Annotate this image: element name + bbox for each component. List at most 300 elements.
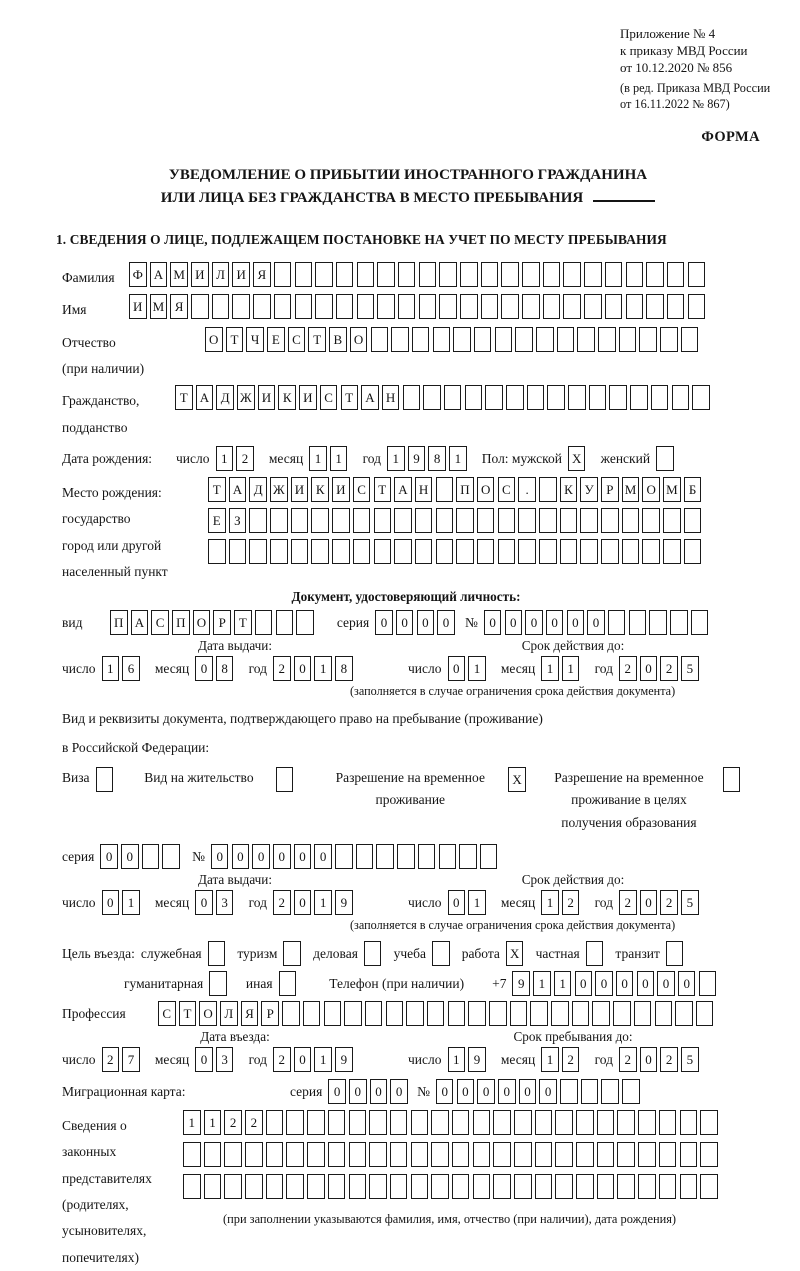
cell[interactable]: 8 <box>428 446 446 471</box>
cell[interactable]: 0 <box>396 610 414 635</box>
cell[interactable]: З <box>229 508 247 533</box>
cell[interactable]: 3 <box>216 1047 234 1072</box>
cell[interactable] <box>394 508 412 533</box>
purpose-tourism-checkbox[interactable] <box>283 941 304 966</box>
cell[interactable] <box>480 844 498 869</box>
cell[interactable]: 2 <box>236 446 254 471</box>
temp-residence-checkbox[interactable] <box>508 767 529 792</box>
cell[interactable]: О <box>350 327 368 352</box>
cell[interactable] <box>688 294 706 319</box>
cell[interactable] <box>369 1110 387 1135</box>
purpose-transit-checkbox[interactable] <box>666 941 687 966</box>
cell[interactable]: С <box>498 477 516 502</box>
cell[interactable] <box>253 294 271 319</box>
cell[interactable] <box>626 262 644 287</box>
cell[interactable]: 0 <box>349 1079 367 1104</box>
cell[interactable] <box>555 1174 573 1199</box>
cell[interactable] <box>477 539 495 564</box>
cell[interactable] <box>510 1001 528 1026</box>
cell[interactable] <box>659 1110 677 1135</box>
cell[interactable] <box>634 1001 652 1026</box>
cell[interactable] <box>473 1110 491 1135</box>
cell[interactable] <box>609 385 627 410</box>
cell[interactable] <box>630 385 648 410</box>
cell[interactable] <box>481 262 499 287</box>
cell[interactable]: И <box>191 262 209 287</box>
cell[interactable]: 0 <box>328 1079 346 1104</box>
cell[interactable]: 0 <box>575 971 593 996</box>
cell[interactable]: 1 <box>102 656 120 681</box>
cell[interactable] <box>224 1174 242 1199</box>
cell[interactable] <box>655 1001 673 1026</box>
cell[interactable]: 0 <box>195 1047 213 1072</box>
cell[interactable]: Я <box>253 262 271 287</box>
cell[interactable] <box>356 844 374 869</box>
cell[interactable] <box>680 1174 698 1199</box>
cell[interactable]: 0 <box>546 610 564 635</box>
cell[interactable] <box>518 539 536 564</box>
cell[interactable] <box>700 1174 718 1199</box>
cell[interactable] <box>684 508 702 533</box>
cell[interactable]: 0 <box>102 890 120 915</box>
doc-series-cells[interactable] <box>375 610 458 635</box>
until-month-cells[interactable] <box>541 1047 582 1072</box>
cell[interactable] <box>270 539 288 564</box>
cell[interactable]: М <box>150 294 168 319</box>
cell[interactable] <box>412 327 430 352</box>
cell[interactable]: 0 <box>587 610 605 635</box>
cell[interactable]: А <box>229 477 247 502</box>
cell[interactable]: 0 <box>232 844 250 869</box>
cell[interactable]: 5 <box>681 890 699 915</box>
residence-permit-checkbox[interactable] <box>276 767 297 792</box>
cell[interactable] <box>581 1079 599 1104</box>
cell[interactable] <box>465 385 483 410</box>
cell[interactable]: О <box>642 477 660 502</box>
cell[interactable]: 1 <box>309 446 327 471</box>
cell[interactable] <box>324 1001 342 1026</box>
birth-year-cells[interactable] <box>387 446 470 471</box>
cell[interactable] <box>286 1174 304 1199</box>
cell[interactable] <box>444 385 462 410</box>
cell[interactable]: 0 <box>640 1047 658 1072</box>
cell[interactable] <box>659 1174 677 1199</box>
cell[interactable]: 0 <box>448 890 466 915</box>
cell[interactable] <box>495 327 513 352</box>
cell[interactable]: Т <box>234 610 252 635</box>
cell[interactable] <box>142 844 160 869</box>
cell[interactable]: А <box>131 610 149 635</box>
cell[interactable] <box>560 1079 578 1104</box>
cell[interactable]: М <box>663 477 681 502</box>
cell[interactable] <box>390 1174 408 1199</box>
cell[interactable]: 0 <box>678 971 696 996</box>
citizenship-cells[interactable] <box>175 385 713 410</box>
cell[interactable] <box>622 539 640 564</box>
cell[interactable]: 0 <box>640 656 658 681</box>
cell[interactable] <box>605 294 623 319</box>
cell[interactable] <box>307 1142 325 1167</box>
cell[interactable] <box>369 1142 387 1167</box>
cell[interactable]: С <box>158 1001 176 1026</box>
cell[interactable]: 1 <box>448 1047 466 1072</box>
cell[interactable]: Ч <box>246 327 264 352</box>
cell[interactable]: 0 <box>121 844 139 869</box>
cell[interactable]: 7 <box>122 1047 140 1072</box>
cell[interactable] <box>563 294 581 319</box>
cell[interactable] <box>613 1001 631 1026</box>
representatives-cells-row1[interactable] <box>183 1110 721 1135</box>
cell[interactable] <box>183 1174 201 1199</box>
cell[interactable]: X <box>568 446 586 471</box>
cell[interactable]: 1 <box>541 656 559 681</box>
cell[interactable]: И <box>332 477 350 502</box>
cell[interactable] <box>522 262 540 287</box>
purpose-humanitarian-checkbox[interactable] <box>209 971 230 996</box>
cell[interactable] <box>212 294 230 319</box>
cell[interactable]: 0 <box>448 656 466 681</box>
cell[interactable] <box>514 1174 532 1199</box>
cell[interactable] <box>436 508 454 533</box>
cell[interactable]: 5 <box>681 1047 699 1072</box>
cell[interactable] <box>681 327 699 352</box>
cell[interactable]: Т <box>341 385 359 410</box>
cell[interactable]: Н <box>415 477 433 502</box>
cell[interactable]: 0 <box>436 1079 454 1104</box>
cell[interactable] <box>364 941 382 966</box>
surname-cells[interactable] <box>129 262 708 287</box>
cell[interactable] <box>411 1110 429 1135</box>
cell[interactable] <box>589 385 607 410</box>
cell[interactable]: 1 <box>533 971 551 996</box>
cell[interactable] <box>560 508 578 533</box>
cell[interactable] <box>580 508 598 533</box>
cell[interactable] <box>274 294 292 319</box>
cell[interactable]: Р <box>601 477 619 502</box>
cell[interactable] <box>646 262 664 287</box>
cell[interactable] <box>468 1001 486 1026</box>
cell[interactable] <box>357 294 375 319</box>
purpose-official-checkbox[interactable] <box>208 941 229 966</box>
cell[interactable]: Ж <box>270 477 288 502</box>
cell[interactable] <box>349 1142 367 1167</box>
cell[interactable] <box>315 294 333 319</box>
residence-issue-day-cells[interactable] <box>102 890 143 915</box>
cell[interactable]: К <box>311 477 329 502</box>
cell[interactable] <box>245 1142 263 1167</box>
cell[interactable] <box>692 385 710 410</box>
cell[interactable]: 0 <box>252 844 270 869</box>
cell[interactable] <box>605 262 623 287</box>
cell[interactable] <box>349 1110 367 1135</box>
cell[interactable]: 8 <box>216 656 234 681</box>
visa-checkbox[interactable] <box>96 767 117 792</box>
cell[interactable] <box>638 1110 656 1135</box>
cell[interactable] <box>96 767 114 792</box>
cell[interactable] <box>568 385 586 410</box>
cell[interactable] <box>576 1142 594 1167</box>
cell[interactable] <box>535 1174 553 1199</box>
cell[interactable]: Т <box>374 477 392 502</box>
cell[interactable]: 0 <box>294 656 312 681</box>
cell[interactable] <box>530 1001 548 1026</box>
residence-series-cells[interactable] <box>100 844 183 869</box>
cell[interactable] <box>229 539 247 564</box>
cell[interactable]: А <box>150 262 168 287</box>
cell[interactable] <box>619 327 637 352</box>
cell[interactable]: Т <box>179 1001 197 1026</box>
cell[interactable] <box>493 1110 511 1135</box>
cell[interactable] <box>439 262 457 287</box>
cell[interactable] <box>328 1110 346 1135</box>
cell[interactable]: И <box>129 294 147 319</box>
cell[interactable] <box>204 1142 222 1167</box>
cell[interactable] <box>597 1174 615 1199</box>
cell[interactable] <box>266 1142 284 1167</box>
cell[interactable]: А <box>361 385 379 410</box>
cell[interactable] <box>418 844 436 869</box>
cell[interactable]: 0 <box>294 1047 312 1072</box>
cell[interactable] <box>626 294 644 319</box>
cell[interactable]: 0 <box>657 971 675 996</box>
cell[interactable]: 9 <box>335 1047 353 1072</box>
cell[interactable] <box>415 539 433 564</box>
cell[interactable]: 2 <box>660 890 678 915</box>
cell[interactable] <box>543 262 561 287</box>
cell[interactable] <box>390 1110 408 1135</box>
cell[interactable] <box>303 1001 321 1026</box>
profession-cells[interactable] <box>158 1001 717 1026</box>
cell[interactable] <box>699 971 717 996</box>
birthplace-cells-row3[interactable] <box>208 539 705 564</box>
cell[interactable]: Б <box>684 477 702 502</box>
cell[interactable] <box>555 1142 573 1167</box>
cell[interactable] <box>411 1142 429 1167</box>
residence-expiry-month-cells[interactable] <box>541 890 582 915</box>
cell[interactable] <box>667 294 685 319</box>
cell[interactable]: П <box>456 477 474 502</box>
cell[interactable] <box>266 1110 284 1135</box>
residence-issue-year-cells[interactable] <box>273 890 356 915</box>
cell[interactable] <box>204 1174 222 1199</box>
cell[interactable]: 0 <box>273 844 291 869</box>
cell[interactable] <box>501 294 519 319</box>
cell[interactable] <box>439 844 457 869</box>
cell[interactable]: 0 <box>314 844 332 869</box>
cell[interactable]: X <box>508 767 526 792</box>
cell[interactable] <box>501 262 519 287</box>
cell[interactable] <box>311 508 329 533</box>
cell[interactable]: Т <box>226 327 244 352</box>
sex-female-checkbox[interactable] <box>656 446 677 471</box>
cell[interactable]: 0 <box>437 610 455 635</box>
cell[interactable]: 1 <box>449 446 467 471</box>
cell[interactable]: Е <box>208 508 226 533</box>
cell[interactable]: 0 <box>457 1079 475 1104</box>
cell[interactable] <box>584 294 602 319</box>
entry-year-cells[interactable] <box>273 1047 356 1072</box>
cell[interactable]: 0 <box>417 610 435 635</box>
cell[interactable]: 1 <box>541 890 559 915</box>
sex-male-checkbox[interactable] <box>568 446 589 471</box>
cell[interactable] <box>646 294 664 319</box>
cell[interactable] <box>700 1142 718 1167</box>
cell[interactable]: М <box>170 262 188 287</box>
cell[interactable]: 2 <box>619 656 637 681</box>
cell[interactable] <box>365 1001 383 1026</box>
cell[interactable]: 1 <box>314 1047 332 1072</box>
cell[interactable] <box>332 508 350 533</box>
cell[interactable] <box>377 294 395 319</box>
cell[interactable]: . <box>518 477 536 502</box>
cell[interactable]: 0 <box>484 610 502 635</box>
cell[interactable] <box>535 1142 553 1167</box>
cell[interactable] <box>403 385 421 410</box>
cell[interactable]: И <box>291 477 309 502</box>
cell[interactable] <box>514 1110 532 1135</box>
issue-day-cells[interactable] <box>102 656 143 681</box>
cell[interactable]: 2 <box>562 890 580 915</box>
residence-number-cells[interactable] <box>211 844 501 869</box>
cell[interactable] <box>684 539 702 564</box>
cell[interactable]: Л <box>220 1001 238 1026</box>
cell[interactable] <box>557 327 575 352</box>
cell[interactable] <box>527 385 545 410</box>
cell[interactable] <box>208 539 226 564</box>
cell[interactable] <box>460 262 478 287</box>
cell[interactable] <box>675 1001 693 1026</box>
residence-expiry-year-cells[interactable] <box>619 890 702 915</box>
cell[interactable] <box>592 1001 610 1026</box>
cell[interactable]: Р <box>261 1001 279 1026</box>
cell[interactable] <box>274 262 292 287</box>
issue-month-cells[interactable] <box>195 656 236 681</box>
cell[interactable] <box>660 327 678 352</box>
cell[interactable] <box>276 610 294 635</box>
cell[interactable] <box>617 1110 635 1135</box>
cell[interactable] <box>369 1174 387 1199</box>
cell[interactable] <box>344 1001 362 1026</box>
cell[interactable]: 2 <box>273 1047 291 1072</box>
cell[interactable] <box>183 1142 201 1167</box>
representatives-cells-row3[interactable] <box>183 1174 721 1199</box>
cell[interactable] <box>473 1174 491 1199</box>
cell[interactable] <box>601 1079 619 1104</box>
cell[interactable] <box>335 844 353 869</box>
cell[interactable]: 8 <box>335 656 353 681</box>
cell[interactable] <box>642 539 660 564</box>
cell[interactable] <box>680 1142 698 1167</box>
cell[interactable] <box>419 262 437 287</box>
cell[interactable] <box>672 385 690 410</box>
cell[interactable] <box>311 539 329 564</box>
cell[interactable] <box>452 1174 470 1199</box>
cell[interactable] <box>295 294 313 319</box>
cell[interactable] <box>617 1174 635 1199</box>
cell[interactable] <box>688 262 706 287</box>
cell[interactable] <box>390 1142 408 1167</box>
cell[interactable]: П <box>172 610 190 635</box>
cell[interactable] <box>307 1110 325 1135</box>
cell[interactable]: 2 <box>245 1110 263 1135</box>
cell[interactable] <box>286 1110 304 1135</box>
cell[interactable]: 0 <box>519 1079 537 1104</box>
cell[interactable] <box>423 385 441 410</box>
cell[interactable] <box>456 508 474 533</box>
cell[interactable] <box>555 1110 573 1135</box>
cell[interactable]: 9 <box>512 971 530 996</box>
cell[interactable] <box>656 446 674 471</box>
cell[interactable] <box>493 1142 511 1167</box>
cell[interactable] <box>266 1174 284 1199</box>
cell[interactable] <box>377 262 395 287</box>
cell[interactable] <box>279 971 297 996</box>
doc-number-cells[interactable] <box>484 610 712 635</box>
cell[interactable]: 1 <box>468 890 486 915</box>
cell[interactable] <box>224 1142 242 1167</box>
cell[interactable] <box>353 539 371 564</box>
cell[interactable]: К <box>278 385 296 410</box>
cell[interactable] <box>286 1142 304 1167</box>
cell[interactable] <box>539 477 557 502</box>
cell[interactable] <box>431 1142 449 1167</box>
cell[interactable]: Д <box>216 385 234 410</box>
cell[interactable]: О <box>193 610 211 635</box>
cell[interactable] <box>249 539 267 564</box>
cell[interactable]: 1 <box>330 446 348 471</box>
cell[interactable]: 0 <box>375 610 393 635</box>
cell[interactable] <box>162 844 180 869</box>
expiry-year-cells[interactable] <box>619 656 702 681</box>
cell[interactable] <box>433 327 451 352</box>
cell[interactable] <box>514 1142 532 1167</box>
cell[interactable] <box>431 1110 449 1135</box>
phone-cells[interactable] <box>512 971 719 996</box>
cell[interactable] <box>622 1079 640 1104</box>
cell[interactable] <box>498 539 516 564</box>
cell[interactable]: 0 <box>294 890 312 915</box>
cell[interactable] <box>489 1001 507 1026</box>
cell[interactable] <box>291 539 309 564</box>
cell[interactable]: Т <box>175 385 193 410</box>
cell[interactable] <box>282 1001 300 1026</box>
cell[interactable] <box>560 539 578 564</box>
cell[interactable] <box>460 294 478 319</box>
cell[interactable]: А <box>394 477 412 502</box>
cell[interactable]: Я <box>170 294 188 319</box>
cell[interactable] <box>376 844 394 869</box>
cell[interactable] <box>515 327 533 352</box>
cell[interactable]: И <box>232 262 250 287</box>
cell[interactable]: Ж <box>237 385 255 410</box>
cell[interactable] <box>629 610 647 635</box>
cell[interactable] <box>663 539 681 564</box>
cell[interactable] <box>622 508 640 533</box>
cell[interactable] <box>336 294 354 319</box>
cell[interactable] <box>659 1142 677 1167</box>
birthplace-cells-row2[interactable] <box>208 508 705 533</box>
cell[interactable]: 9 <box>408 446 426 471</box>
cell[interactable] <box>307 1174 325 1199</box>
purpose-work-checkbox[interactable] <box>506 941 527 966</box>
cell[interactable]: 9 <box>335 890 353 915</box>
doc-kind-cells[interactable] <box>110 610 317 635</box>
cell[interactable] <box>406 1001 424 1026</box>
cell[interactable] <box>374 508 392 533</box>
cell[interactable] <box>283 941 301 966</box>
cell[interactable] <box>349 1174 367 1199</box>
cell[interactable] <box>474 327 492 352</box>
